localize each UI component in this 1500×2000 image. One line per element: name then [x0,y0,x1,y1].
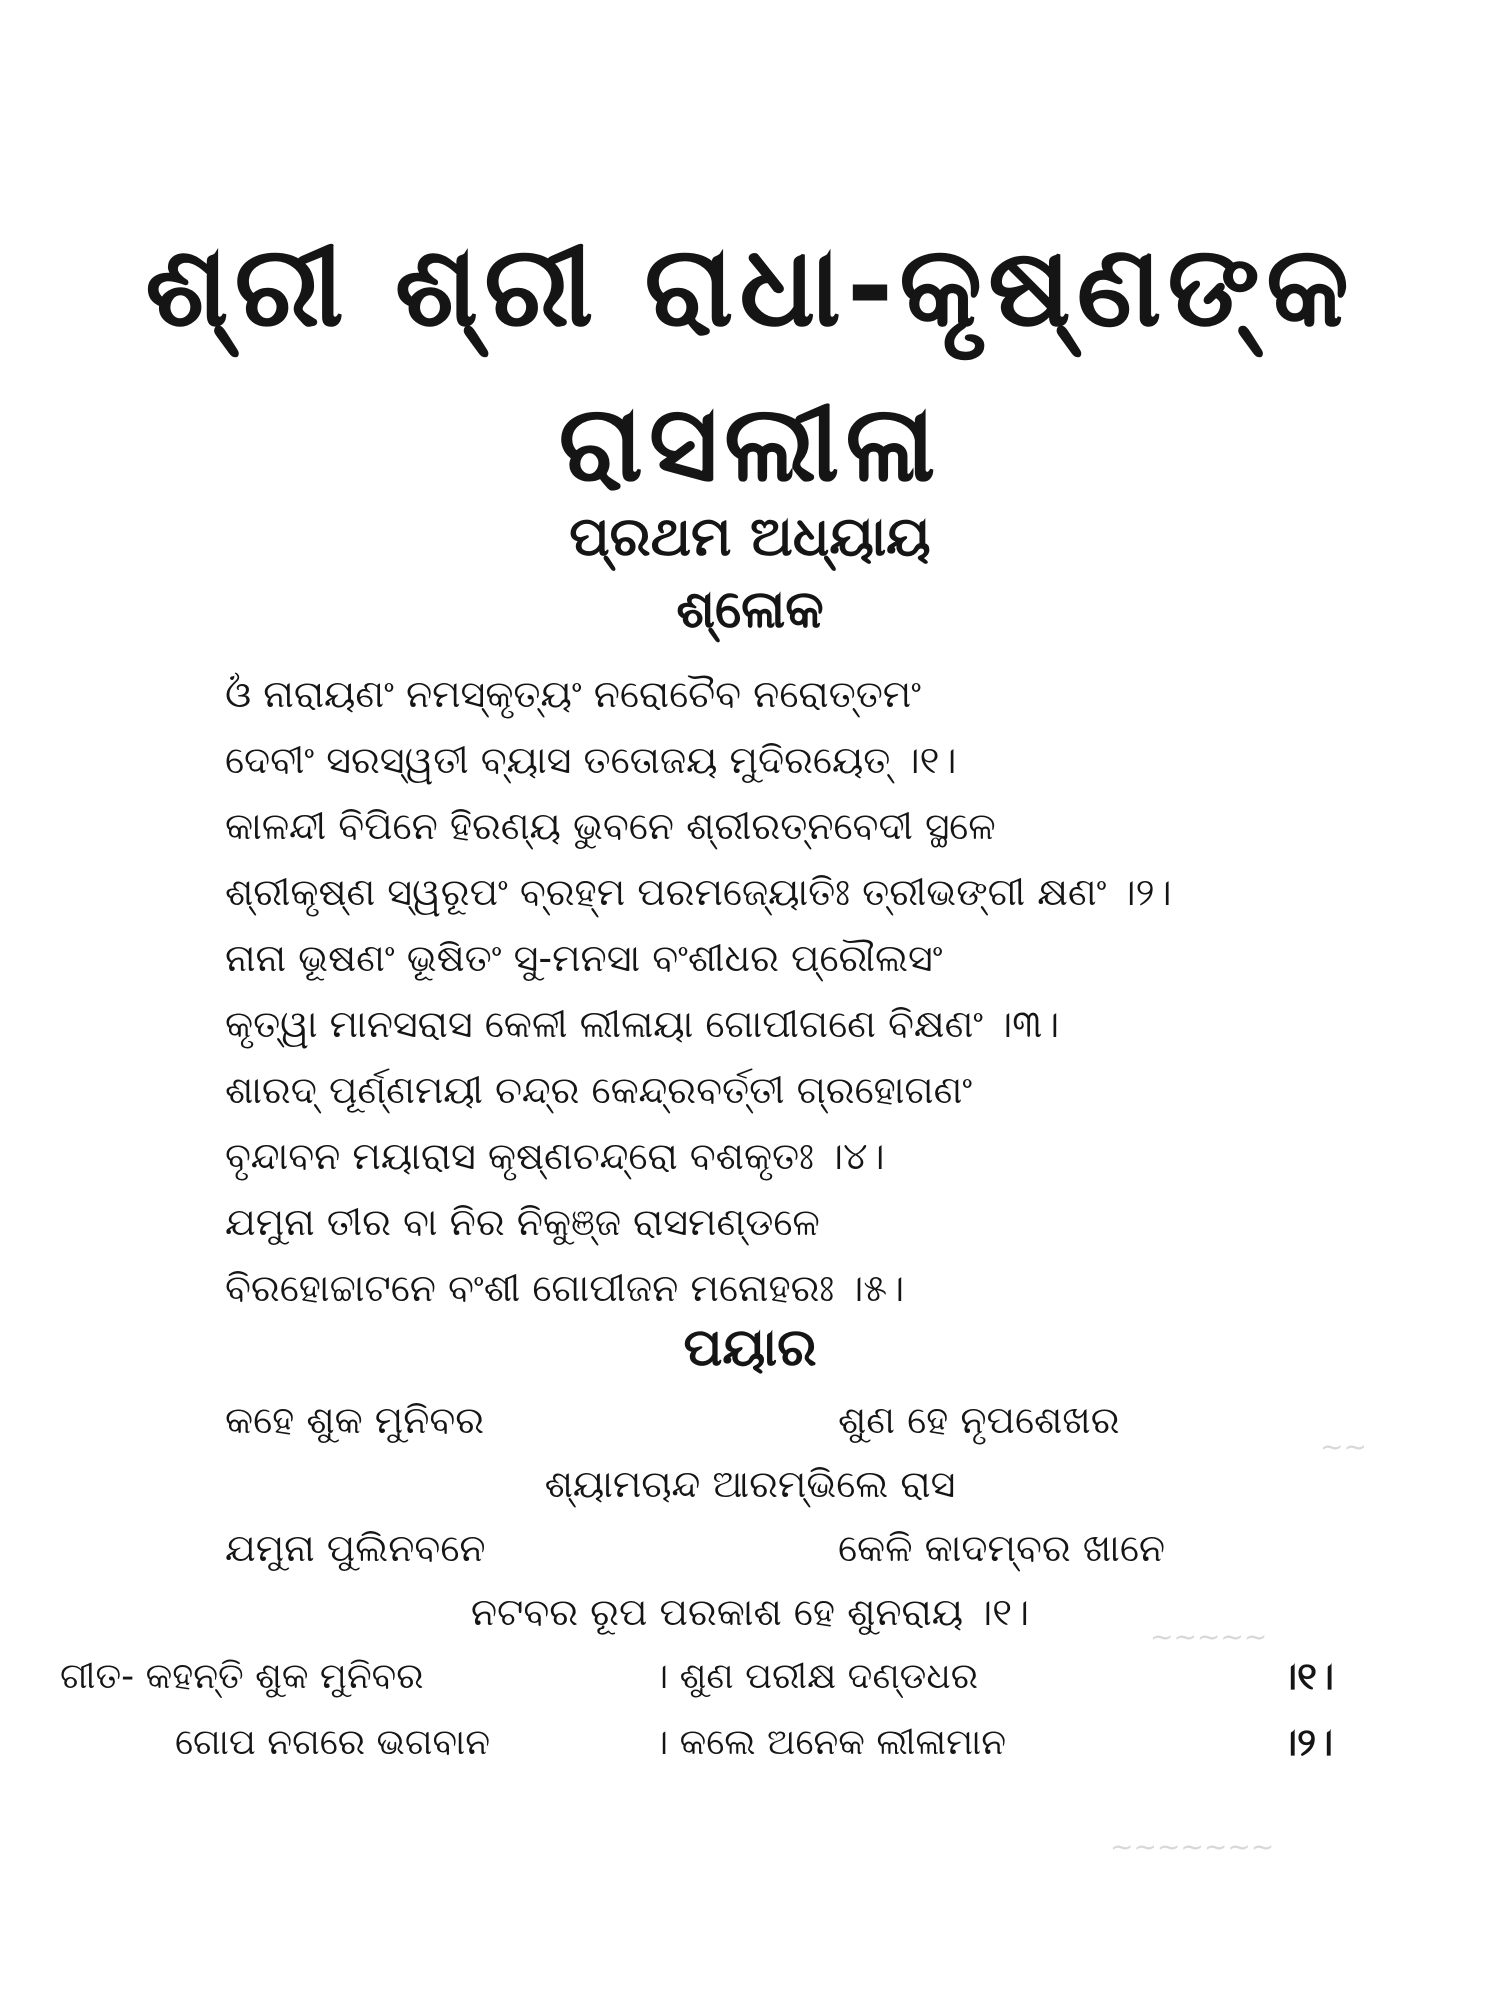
geet-line-right: । ଶୁଣ ପରୀକ୍ଷ ଦଣ୍ଡଧର [652,1656,979,1697]
title-line-1: ଶ୍ରୀ ଶ୍ରୀ ରାଧା-କୃଷ୍ଣଙ୍କ [145,222,1355,352]
shloka-line: ବୃନ୍ଦାବନ ମୟାରାସ କୃଷ୍ଣଚନ୍ଦ୍ରୋ ବଶକୃତଃ ।୪। [225,1134,885,1178]
geet-line-left: ଗୀତ- କହନ୍ତି ଶୁକ ମୁନିବର [60,1656,424,1697]
payar-line-left: ଯମୁନା ପୁଲିନବନେ [225,1526,486,1570]
payar-line-right: କେଳି କାଦମ୍ବର ଖାନେ [838,1526,1166,1570]
shloka-line: ନାନା ଭୂଷଣଂ ଭୂଷିତଂ ସୁ-ମନସା ବଂଶୀଧର ପ୍ରୌଲସଂ [225,936,943,980]
shloka-line: ଓଁ ନାରାୟଣଂ ନମସ୍କୃତ୍ୟଂ ନରୋଚୈବ ନରୋତ୍ତମଂ [225,672,921,716]
payar-heading: ପୟାର [683,1318,817,1378]
shloka-line: କାଳନ୍ଦୀ ବିପିନେ ହିରଣ୍ୟ ଭୁବନେ ଶ୍ରୀରତ୍ନବେଦୀ ସ୍ଥଳେ [225,804,996,848]
geet-line-left: ଗୋପ ନଗରେ ଭଗବାନ [175,1722,491,1763]
shloka-line: ବିରହୋଚ୍ଚାଟନେ ବଂଶୀ ଗୋପୀଜନ ମନୋହରଃ ।୫। [225,1266,905,1310]
shloka-line: ଶାରଦ୍ ପୂର୍ଣ୍ଣମୟୀ ଚନ୍ଦ୍ର କେନ୍ଦ୍ରବର୍ତ୍ତୀ ଗ୍ରହୋଗଣଂ [225,1068,973,1112]
payar-line-center: ନଟବର ରୂପ ପରକାଶ ହେ ଶୁନରାୟ ।୧। [470,1590,1030,1634]
geet-line-right: । କଲେ ଅନେକ ଲୀଳାମାନ [652,1722,1007,1763]
title-line-2: ରାସଲୀଳା [558,382,942,505]
verse-number: ।୨। [1280,1720,1334,1764]
shloka-line: କୃତ୍ୱା ମାନସରାସ କେଳୀ ଲୀଳାୟା ଗୋପୀଗଣେ ବିକ୍ଷଣଂ ।୩। [225,1002,1060,1046]
shloka-line: ଯମୁନା ତୀର ବା ନିର ନିକୁଞ୍ଜ ରାସମଣ୍ଡଳେ [225,1200,820,1244]
shloka-line: ଶ୍ରୀକୃଷ୍ଣ ସ୍ୱରୂପଂ ବ୍ରହ୍ମ ପରମଜ୍ୟୋତିଃ ତ୍ରୀଭଙ୍ଗୀ କ୍ଷଣଂ ।୨। [225,870,1172,914]
shloka-line: ଦେବୀଂ ସରସ୍ୱତୀ ବ୍ୟାସ ତତୋଜୟ ମୁଦିରୟେତ୍ ।୧। [225,738,957,782]
bleed-through-text: ~~~~~ [1150,1620,1268,1653]
bleed-through-text: ~~~~~~~ [1110,1830,1275,1863]
verse-number: ।୧। [1280,1654,1334,1698]
bleed-through-text: ~~ [1320,1430,1367,1463]
payar-line-right: ଶୁଣ ହେ ନୃପଶେଖର [838,1398,1120,1442]
payar-line-left: କହେ ଶୁକ ମୁନିବର [225,1398,485,1442]
shloka-heading: ଶ୍ଳୋକ [676,580,824,640]
chapter-heading: ପ୍ରଥମ ଅଧ୍ୟାୟ [569,505,931,568]
payar-line-center: ଶ୍ୟାମଚାନ୍ଦ ଆରମ୍ଭିଲେ ରାସ [544,1462,956,1506]
